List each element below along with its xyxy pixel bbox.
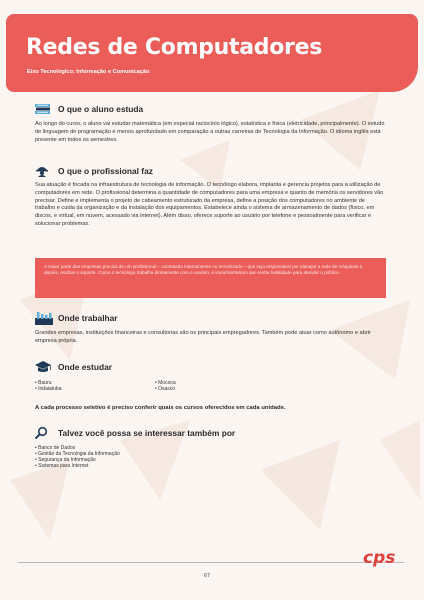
graduation-cap-icon — [34, 360, 52, 373]
list-item: • Osasco — [155, 386, 176, 393]
section-title-trabalhar: Onde trabalhar — [58, 313, 118, 323]
magnifier-icon — [34, 426, 48, 440]
list-item: • Bauru — [35, 380, 52, 386]
section-title-estuda: O que o aluno estuda — [58, 104, 144, 114]
footer-divider — [18, 562, 404, 563]
section-title-estudar: Onde estudar — [58, 362, 112, 372]
list-item: • Segurança da Informação — [35, 457, 96, 464]
list-item: • Indaiatuba — [35, 386, 62, 393]
highlight-text: A maior parte das empresas precisa de um profissional – contratado internamente ou terceirizado – que seja responsável por planejar a rede de máquinas e, depois, realizar o suporte. Como o tecnólogo trabalha diretamente com o usuário, é importantíssimo que tenha habilidade para atender o público. — [44, 264, 364, 276]
page-number: 67 — [204, 573, 210, 579]
selection-note: A cada processo seletivo é preciso conferir quais os cursos oferecidos em cada unidade. — [35, 405, 286, 411]
highlight-box — [35, 258, 386, 298]
list-item: • Gestão da Tecnologia da Informação — [35, 451, 120, 458]
list-item: • Banco de Dados — [35, 445, 76, 451]
factory-icon — [34, 311, 54, 325]
page-subtitle: Eixo Tecnológico: Informação e Comunicação — [27, 69, 150, 75]
page-title: Redes de Computadores — [26, 35, 322, 60]
list-item: • Sistemas para Internet — [35, 463, 89, 470]
svg-text:cps: cps — [363, 548, 396, 568]
section-text-faz: Sua atuação é focada na infraestrutura de tecnologia de informação. O tecnólogo elabora, implanta e gerencia projetos para a utilização de computadores em rede. O profissional determina a quantidade de computadores para uma empresa e quanto de memória os servidores vão precisar. Define e implementa o projeto de cabeamento estruturado da empresa, define a posição dos computadores no ambiente de trabalho e cuida da organização e da instalação dos equipamentos. Estabelece ainda o sistema de armazenamento de dados (físico, em discos, e virtual, em nuvem, acessado via internet). Além disso, oferece suporte ao usuário por telefone e pessoalmente para verificar e solucionar problemas. — [35, 182, 384, 227]
worker-icon — [34, 164, 50, 177]
campus-list-col1 — [35, 380, 62, 392]
section-title-interessar: Talvez você possa se interessar também por — [58, 428, 236, 438]
books-icon — [34, 102, 52, 115]
related-courses-list — [35, 445, 120, 469]
list-item: • Mococa — [155, 380, 176, 386]
cps-logo — [362, 546, 406, 570]
section-text-trabalhar: Grandes empresas, instituições financeiras e consultorias são os principais empregadores. Também pode atuar como autônomo e abrir empresa própria. — [35, 330, 371, 344]
section-text-estuda: Ao longo do curso, o aluno vai estudar matemática (em especial raciocínio lógico), estatística e física (eletricidade, principalmente). O estudo de linguagem de programação é menos aprofundado em comparação a outras carreiras de Tecnologia da Informação. O idioma inglês está presente em todos os semestres. — [35, 121, 385, 143]
campus-list-col2 — [155, 380, 176, 392]
section-title-faz: O que o profissional faz — [58, 166, 153, 176]
